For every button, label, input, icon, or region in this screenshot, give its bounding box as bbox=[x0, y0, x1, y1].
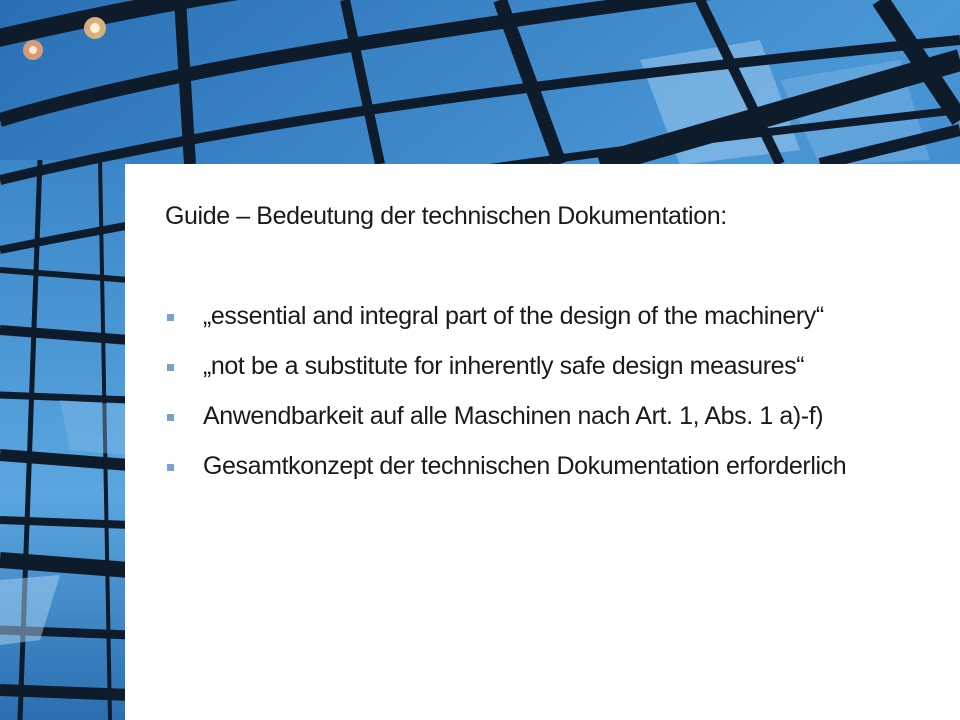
square-bullet-icon bbox=[167, 464, 174, 471]
square-bullet-icon bbox=[167, 314, 174, 321]
bullet-text: Anwendbarkeit auf alle Maschinen nach Art. 1, Abs. 1 a)-f) bbox=[203, 402, 824, 430]
square-bullet-icon bbox=[167, 414, 174, 421]
square-bullet-icon bbox=[167, 364, 174, 371]
content-panel bbox=[125, 164, 960, 720]
bullet-text: Gesamtkonzept der technischen Dokumentation erforderlich bbox=[203, 452, 847, 480]
slide-heading: Guide – Bedeutung der technischen Dokumentation: bbox=[165, 202, 727, 230]
bullet-text: „essential and integral part of the design of the machinery“ bbox=[203, 302, 824, 330]
bullet-text: „not be a substitute for inherently safe design measures“ bbox=[203, 352, 805, 380]
